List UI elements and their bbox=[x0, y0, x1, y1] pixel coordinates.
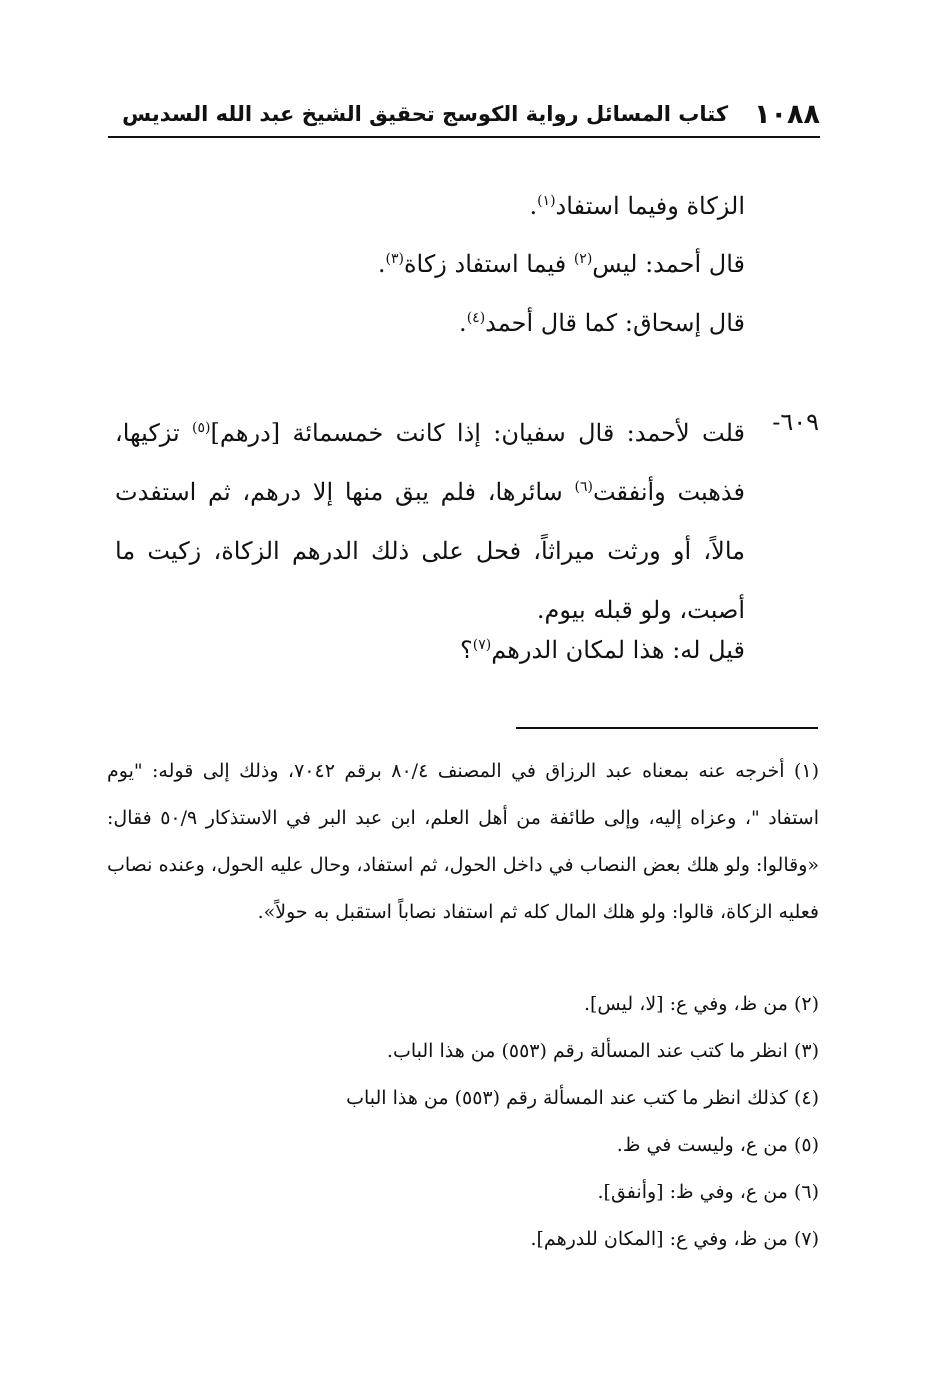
footnote-7: (٧) من ظ، وفي ع: [المكان للدرهم]. bbox=[530, 1228, 819, 1250]
page-number: ١٠٨٨ bbox=[754, 98, 820, 130]
footnote-ref: (٥) bbox=[192, 420, 211, 436]
footnote-6: (٦) من ع، وفي ظ: [وأنفق]. bbox=[597, 1181, 819, 1203]
footnote-ref: (٢) bbox=[573, 251, 593, 267]
issue-paragraph: قلت لأحمد: قال سفيان: إذا كانت خمسمائة [درهم]$^{(٥)}$ تزكيها، فذهبت وأنفقت$^{(٦)}$ سائرها، فلم يبق منها إلا درهم، ثم استفدت مالاً، أو ورثت ميراثاً، فحل على ذلك الدرهم الزكاة، زكيت ما أصبت، ولو قبله بيوم. bbox=[115, 419, 746, 624]
running-header bbox=[108, 92, 820, 138]
footnote-ref: (٦) bbox=[574, 479, 593, 495]
footnote-ref: (٤) bbox=[466, 310, 486, 326]
running-title: كتاب المسائل رواية الكوسج تحقيق الشيخ عبد الله السديس bbox=[122, 102, 729, 126]
question-line: قيل له: هذا لمكان الدرهم$^{(٧)}$؟ bbox=[460, 636, 745, 664]
footnote-5: (٥) من ع، وليست في ظ. bbox=[616, 1134, 819, 1156]
footnote-ref: (١) bbox=[537, 193, 556, 209]
intro-line-3: قال إسحاق: كما قال أحمد$^{(٤)}$. bbox=[459, 309, 745, 337]
footnote-4: (٤) كذلك انظر ما كتب عند المسألة رقم (٥٥٣) من هذا الباب bbox=[346, 1087, 819, 1109]
issue-number: ٦٠٩- bbox=[772, 408, 819, 436]
footnote-3: (٣) انظر ما كتب عند المسألة رقم (٥٥٣) من هذا الباب. bbox=[386, 1040, 819, 1062]
footnote-1: (١) أخرجه عنه بمعناه عبد الرزاق في المصنف ٨٠/٤ برقم ٧٠٤٢، وذلك إلى قوله: "يوم استفاد "، وعزاه إليه، وإلى طائفة من أهل العلم، ابن عبد البر في الاستذكار ٥٠/٩ فقال: «وقالوا: ولو هلك بعض النصاب في داخل الحول، ثم استفاد، وحال عليه الحول، وعنده نصاب فعليه الزكاة، قالوا: ولو هلك المال كله ثم استفاد نصاباً استقبل به حولاً». bbox=[107, 760, 820, 923]
intro-line-2: قال أحمد: ليس$^{(٢)}$ فيما استفاد زكاة$^{(٣)}$. bbox=[377, 250, 745, 278]
intro-line-1: الزكاة وفيما استفاد$^{(١)}$. bbox=[529, 192, 745, 220]
footnote-ref: (٣) bbox=[385, 251, 404, 267]
footnote-separator bbox=[516, 727, 818, 729]
footnote-ref: (٧) bbox=[472, 637, 492, 653]
footnote-2: (٢) من ظ، وفي ع: [لا، ليس]. bbox=[583, 993, 819, 1015]
